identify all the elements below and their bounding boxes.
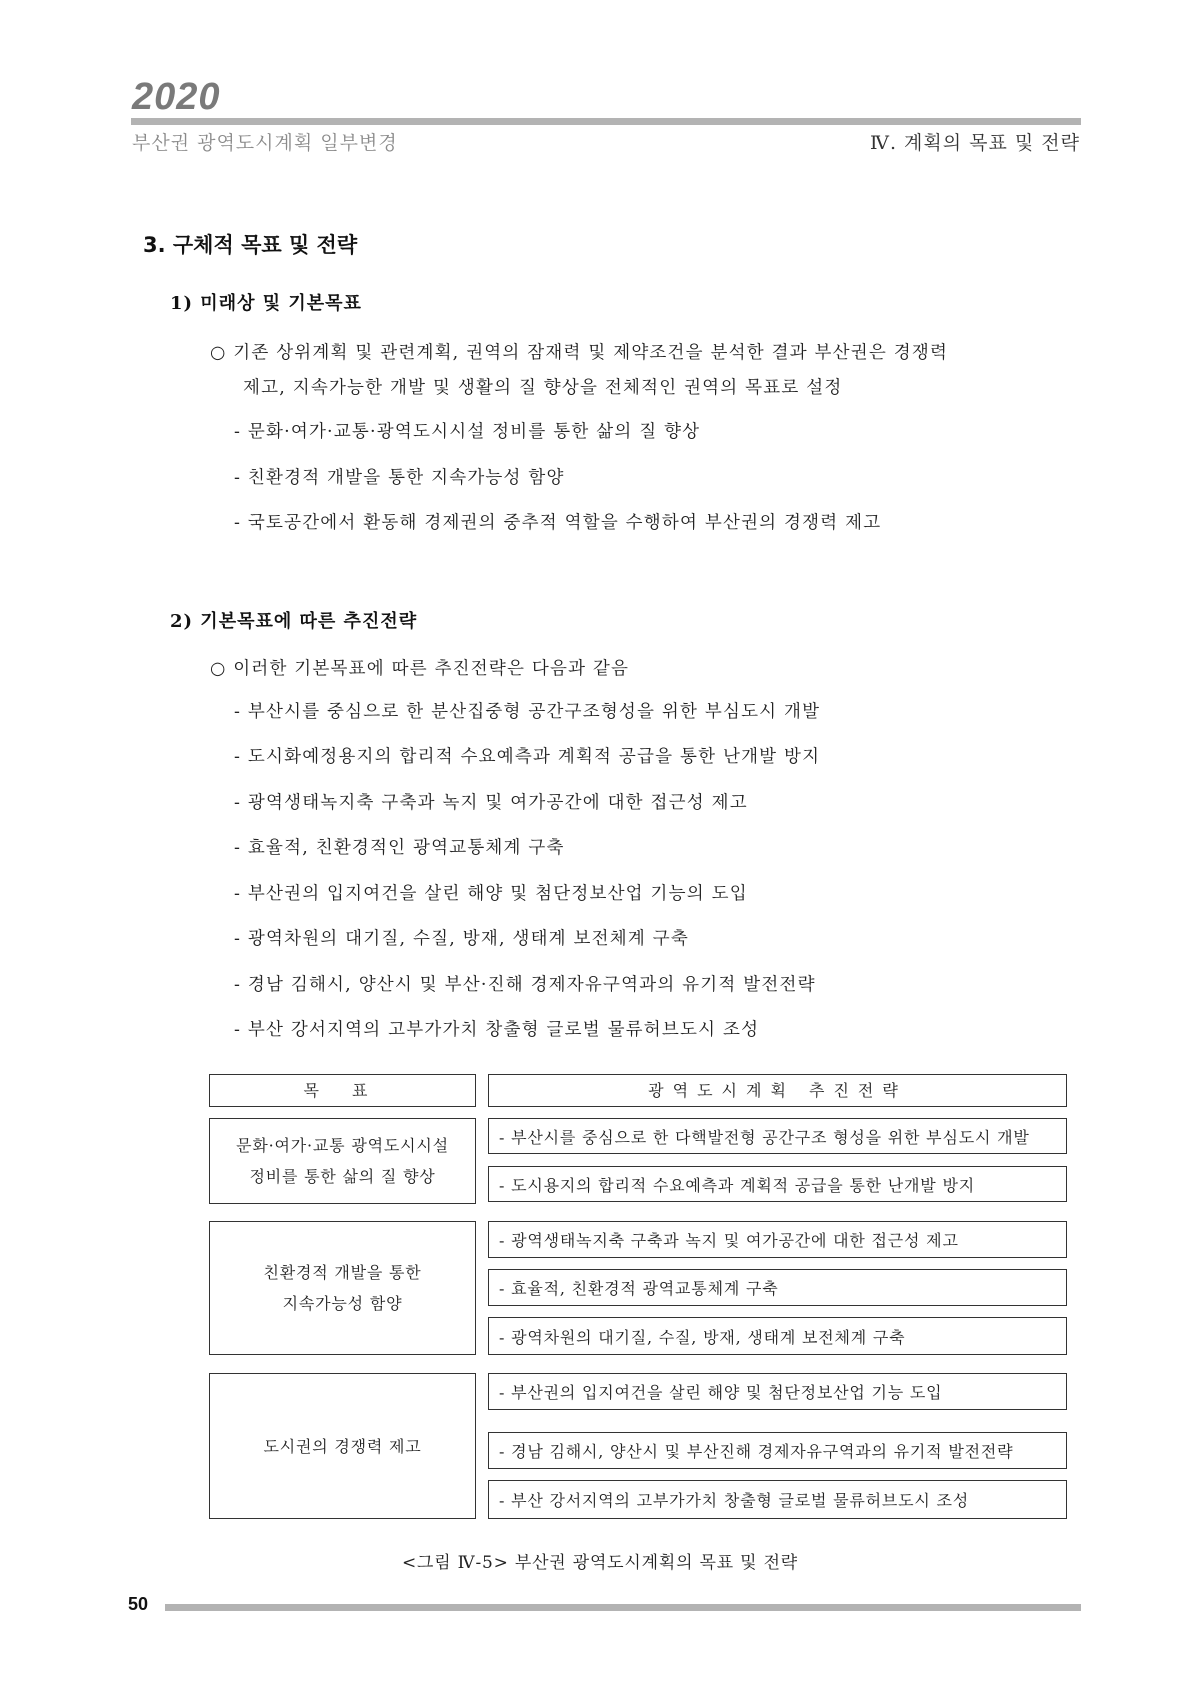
bullet-paragraph: ○ 이러한 기본목표에 따른 추진전략은 다음과 같음 [210, 659, 630, 679]
goal-line: 도시권의 경쟁력 제고 [263, 1436, 422, 1456]
subsection-title-1: 1) 미래상 및 기본목표 [170, 293, 362, 314]
strategy-box [488, 1480, 1067, 1519]
list-item: - 광역차원의 대기질, 수질, 방재, 생태계 보전체계 구축 [234, 929, 689, 949]
strategy-text: - 광역생태녹지축 구축과 녹지 및 여가공간에 대한 접근성 제고 [499, 1231, 959, 1250]
goal-box-1 [209, 1118, 476, 1204]
strategy-text: - 부산권의 입지여건을 살린 해양 및 첨단정보산업 기능 도입 [499, 1383, 943, 1402]
chapter-title: Ⅳ. 계획의 목표 및 전략 [869, 132, 1080, 154]
goal-box-2 [209, 1221, 476, 1355]
list-item: - 부산권의 입지여건을 살린 해양 및 첨단정보산업 기능의 도입 [234, 884, 748, 904]
strategy-text: - 부산시를 중심으로 한 다핵발전형 공간구조 형성을 위한 부심도시 개발 [499, 1127, 1030, 1147]
list-item: - 문화·여가·교통·광역도시시설 정비를 통한 삶의 질 향상 [234, 422, 701, 442]
diagram-header-strategy [488, 1074, 1067, 1107]
strategy-text: - 도시용지의 합리적 수요예측과 계획적 공급을 통한 난개발 방지 [499, 1175, 975, 1195]
strategy-box [488, 1269, 1067, 1306]
strategy-box [488, 1221, 1067, 1258]
section-title: 3. 구체적 목표 및 전략 [143, 233, 358, 257]
strategy-box [488, 1373, 1067, 1410]
diagram-header-strategy-label: 광역도시계획 추진전략 [648, 1081, 907, 1100]
diagram-header-goal-label: 목 표 [303, 1081, 382, 1100]
list-item: - 경남 김해시, 양산시 및 부산·진해 경제자유구역과의 유기적 발전전략 [234, 975, 816, 995]
list-item: - 효율적, 친환경적인 광역교통체계 구축 [234, 838, 565, 858]
bullet-paragraph: ○ 기존 상위계획 및 관련계획, 권역의 잠재력 및 제약조건을 분석한 결과 부산권은 경쟁력 [210, 343, 949, 363]
strategy-box [488, 1166, 1067, 1202]
diagram-header-goal [209, 1074, 476, 1107]
strategy-box [488, 1432, 1067, 1469]
strategy-text: - 광역차원의 대기질, 수질, 방재, 생태계 보전체계 구축 [499, 1327, 906, 1347]
goal-box-3 [209, 1373, 476, 1519]
document-title: 부산권 광역도시계획 일부변경 [132, 132, 398, 154]
goal-line: 정비를 통한 삶의 질 향상 [249, 1167, 436, 1186]
list-item: - 부산시를 중심으로 한 분산집중형 공간구조형성을 위한 부심도시 개발 [234, 702, 821, 722]
footer-divider [165, 1604, 1081, 1611]
bullet-paragraph-continued: 제고, 지속가능한 개발 및 생활의 질 향상을 전체적인 권역의 목표로 설정 [243, 378, 843, 398]
list-item: - 국토공간에서 환동해 경제권의 중추적 역할을 수행하여 부산권의 경쟁력 제고 [234, 513, 882, 533]
list-item: - 친환경적 개발을 통한 지속가능성 함양 [234, 468, 565, 488]
goal-line: 문화·여가·교통 광역도시시설 [236, 1136, 449, 1155]
strategy-text: - 부산 강서지역의 고부가가치 창출형 글로벌 물류허브도시 조성 [499, 1491, 970, 1510]
goal-line: 지속가능성 함양 [282, 1294, 403, 1313]
header-year: 2020 [132, 76, 221, 118]
strategy-text: - 효율적, 친환경적 광역교통체계 구축 [499, 1279, 779, 1298]
strategy-text: - 경남 김해시, 양산시 및 부산진해 경제자유구역과의 유기적 발전전략 [499, 1442, 1014, 1461]
list-item: - 광역생태녹지축 구축과 녹지 및 여가공간에 대한 접근성 제고 [234, 793, 748, 813]
page-number: 50 [128, 1594, 149, 1614]
list-item: - 도시화예정용지의 합리적 수요예측과 계획적 공급을 통한 난개발 방지 [234, 747, 821, 767]
strategy-box [488, 1317, 1067, 1355]
figure-caption: <그림 Ⅳ-5> 부산권 광역도시계획의 목표 및 전략 [401, 1553, 799, 1573]
list-item: - 부산 강서지역의 고부가가치 창출형 글로벌 물류허브도시 조성 [234, 1020, 760, 1040]
subsection-title-2: 2) 기본목표에 따른 추진전략 [170, 611, 418, 632]
goal-line: 친환경적 개발을 통한 [263, 1263, 422, 1282]
header-divider [131, 118, 1081, 125]
strategy-box [488, 1118, 1067, 1154]
